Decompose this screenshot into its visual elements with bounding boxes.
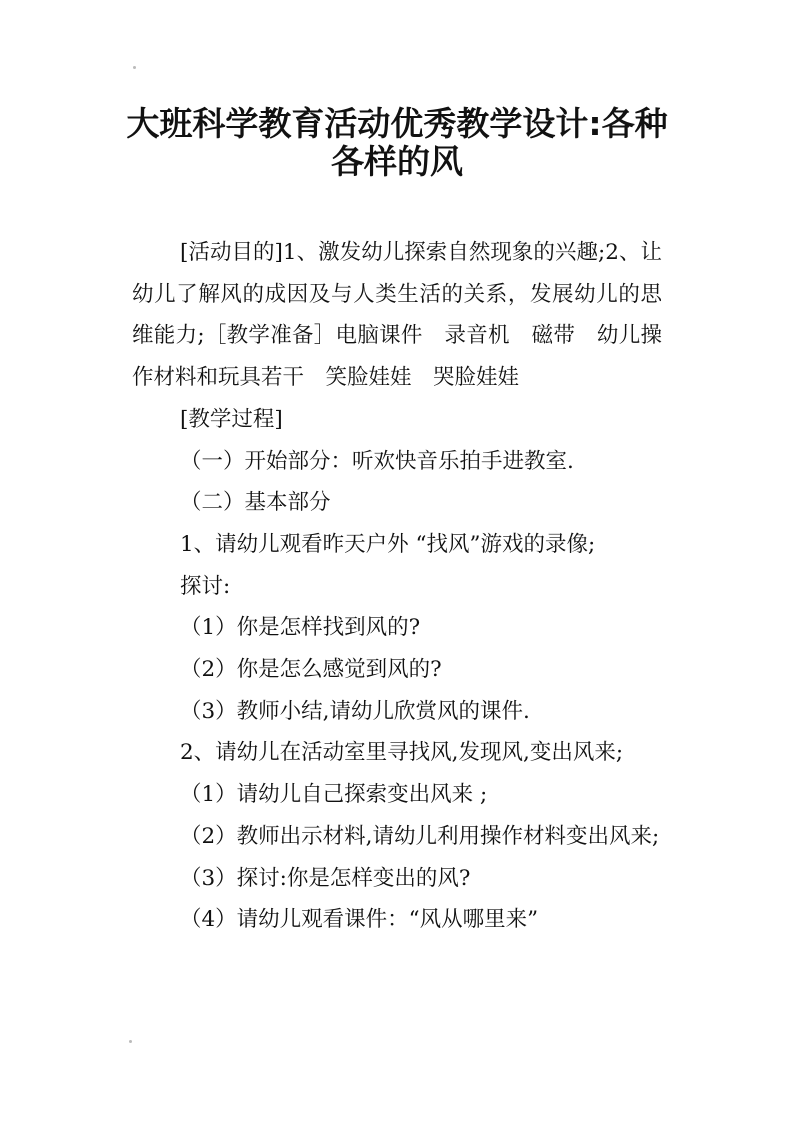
document-title-line-1: 大班科学教育活动优秀教学设计:各种 xyxy=(126,104,668,143)
text-line: （1）请幼儿自己探索变出风来 ; xyxy=(180,782,488,808)
text-line: （2）你是怎么感觉到风的? xyxy=(180,657,442,683)
text-line: （3）探讨:你是怎样变出的风? xyxy=(180,865,471,891)
document-body xyxy=(132,232,662,941)
document-title-line-2: 各样的风 xyxy=(331,142,463,181)
scan-speck xyxy=(129,1040,132,1043)
intro-paragraph: [活动目的]1、激发幼儿探索自然现象的兴趣;2、让幼儿了解风的成因及与人类生活的关系，发展幼儿的思维能力;［教学准备］电脑课件 录音机 磁带 幼儿操作材料和玩具若干 笑脸娃娃 哭脸娃娃 xyxy=(132,240,662,391)
wrapped-paragraph: （2）教师出示材料,请幼儿利用操作材料变出风来; xyxy=(180,823,660,849)
text-line: （4）请幼儿观看课件：“风从哪里来” xyxy=(180,907,539,933)
text-line: 1、请幼儿观看昨天户外 “找风”游戏的录像; xyxy=(180,531,596,557)
scan-speck xyxy=(133,66,136,69)
text-line: [教学过程] xyxy=(180,406,283,432)
text-line: （二）基本部分 xyxy=(180,490,331,516)
text-line: （3）教师小结,请幼儿欣赏风的课件. xyxy=(180,698,530,724)
text-line: 2、请幼儿在活动室里寻找风,发现风,变出风来; xyxy=(180,740,624,766)
text-line: 探讨: xyxy=(180,573,231,599)
text-line: （一）开始部分：听欢快音乐拍手进教室. xyxy=(180,448,574,474)
text-line: （1）你是怎样找到风的? xyxy=(180,615,421,641)
